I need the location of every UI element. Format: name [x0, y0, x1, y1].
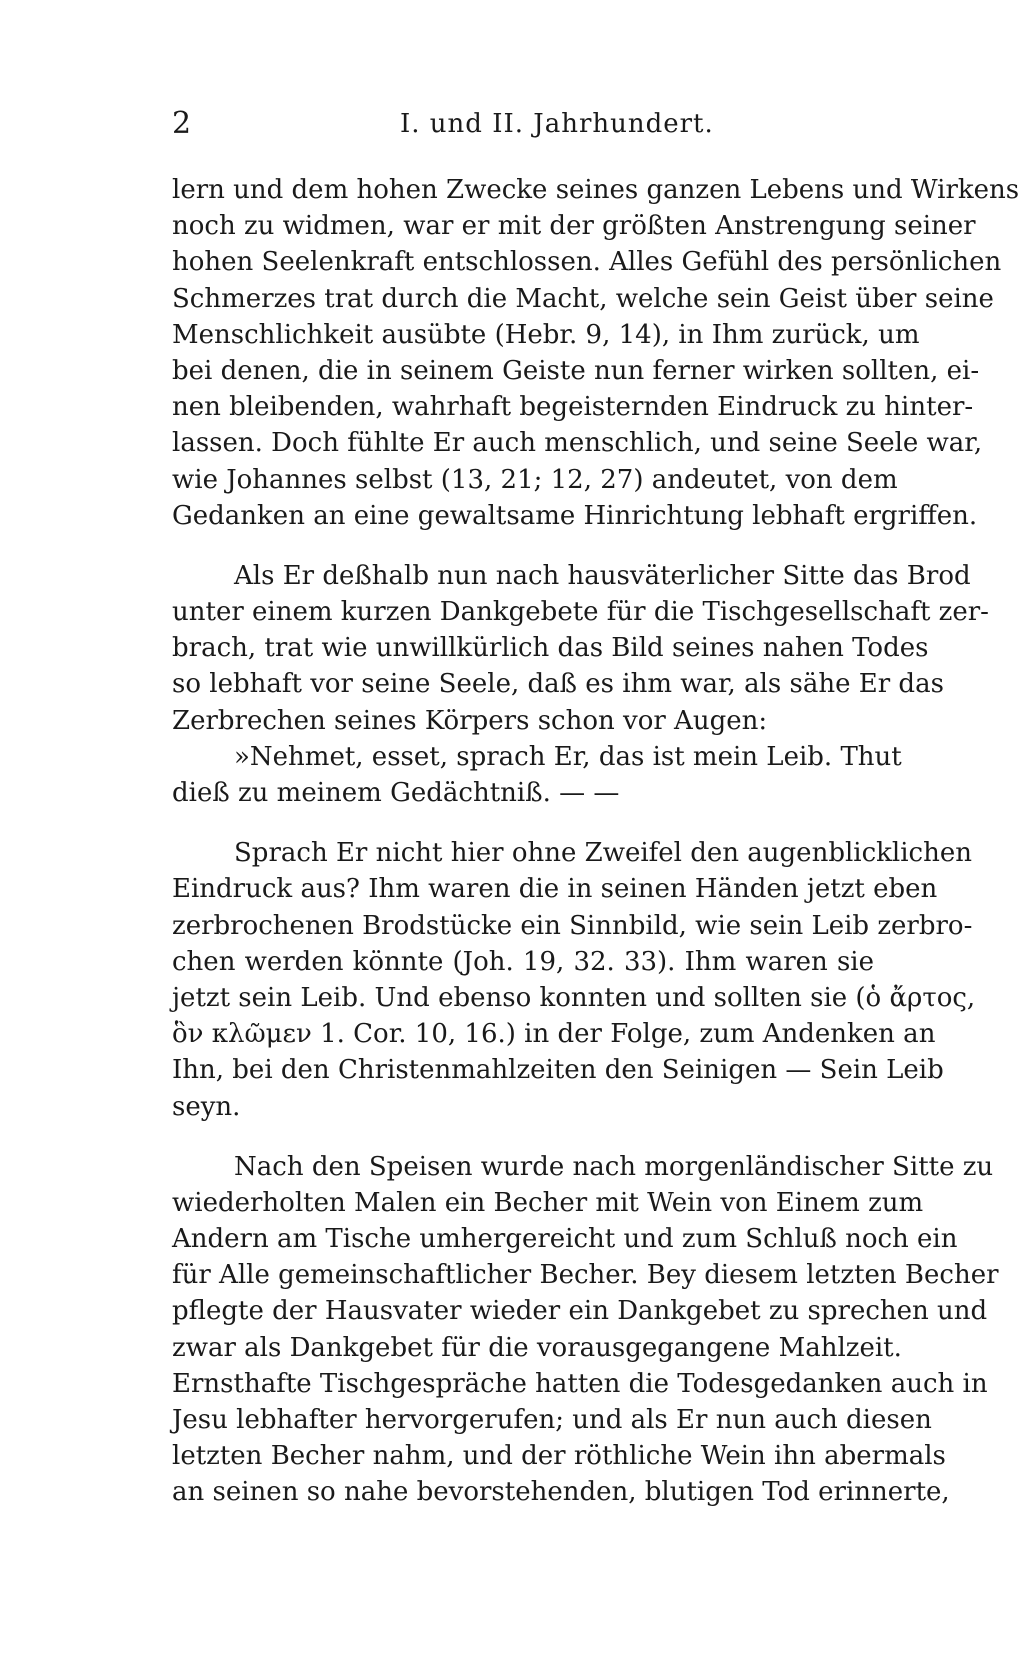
- text-line: nen bleibenden, wahrhaft begeisternden Eindruck zu hinter-: [172, 392, 974, 423]
- text-line: für Alle gemeinschaftlicher Becher. Bey diesem letzten Becher: [172, 1260, 999, 1291]
- running-head: I. und II. Jahrhundert.: [400, 109, 714, 139]
- text-line: brach, trat wie unwillkürlich das Bild seines nahen Todes: [172, 633, 929, 664]
- text-line: »Nehmet, esset, sprach Er, das ist mein Leib. Thut: [234, 741, 902, 772]
- text-line: seyn.: [172, 1091, 241, 1122]
- text-line: chen werden könnte (Joh. 19, 32. 33). Ihm waren sie: [172, 946, 874, 977]
- text-line: Ihn, bei den Christenmahlzeiten den Seinigen — Sein Leib: [172, 1055, 944, 1086]
- text-line: lern und dem hohen Zwecke seines ganzen Lebens und Wirkens: [172, 175, 1019, 205]
- text-line: Andern am Tische umhergereicht und zum Schluß noch ein: [172, 1224, 958, 1255]
- text-line: lassen. Doch fühlte Er auch menschlich, und seine Seele war,: [172, 428, 983, 459]
- text-line: Eindruck aus? Ihm waren die in seinen Händen jetzt eben: [172, 874, 938, 905]
- text-line: Nach den Speisen wurde nach morgenländischer Sitte zu: [234, 1151, 994, 1182]
- text-line: Zerbrechen seines Körpers schon vor Augen:: [172, 705, 768, 736]
- text-line: Ernsthafte Tischgespräche hatten die Todesgedanken auch in: [172, 1368, 988, 1399]
- text-line: jetzt sein Leib. Und ebenso konnten und sollten sie (ὁ ἄρτος,: [172, 982, 976, 1013]
- text-line: Schmerzes trat durch die Macht, welche sein Geist über seine: [172, 283, 994, 314]
- body-text: [172, 172, 1019, 1511]
- paragraph: [172, 835, 976, 1125]
- text-line: bei denen, die in seinem Geiste nun ferner wirken sollten, ei-: [172, 355, 980, 386]
- text-line: Gedanken an eine gewaltsame Hinrichtung lebhaft ergriffen.: [172, 500, 978, 531]
- text-line: pflegte der Hausvater wieder ein Dankgebet zu sprechen und: [172, 1296, 988, 1327]
- text-line: ὃν κλῶμεν 1. Cor. 10, 16.) in der Folge, zum Andenken an: [172, 1019, 936, 1050]
- paragraph-gap: [172, 534, 874, 558]
- page-header: [172, 104, 872, 144]
- text-line: zwar als Dankgebet für die vorausgegangene Mahlzeit.: [172, 1332, 902, 1363]
- text-line: wiederholten Malen ein Becher mit Wein von Einem zum: [172, 1187, 924, 1218]
- paragraph-gap: [172, 1125, 874, 1149]
- text-line: dieß zu meinem Gedächtniß. — —: [172, 778, 620, 808]
- text-line: Sprach Er nicht hier ohne Zweifel den augenblicklichen: [234, 838, 972, 869]
- text-line: noch zu widmen, war er mit der größten Anstrengung seiner: [172, 211, 976, 242]
- text-line: zerbrochenen Brodstücke ein Sinnbild, wie sein Leib zerbro-: [172, 910, 973, 941]
- paragraph-gap: [172, 811, 874, 835]
- text-line: Menschlichkeit ausübte (Hebr. 9, 14), in Ihm zurück, um: [172, 319, 920, 350]
- text-line: so lebhaft vor seine Seele, daß es ihm war, als sähe Er das: [172, 669, 944, 700]
- text-line: an seinen so nahe bevorstehenden, blutigen Tod erinnerte,: [172, 1477, 950, 1508]
- text-line: wie Johannes selbst (13, 21; 12, 27) andeutet, von dem: [172, 464, 898, 495]
- paragraph: [172, 1149, 999, 1511]
- paragraph: [172, 558, 989, 811]
- text-line: Als Er deßhalb nun nach hausväterlicher Sitte das Brod: [234, 560, 971, 591]
- paragraph: [172, 172, 1019, 534]
- text-line: unter einem kurzen Dankgebete für die Tischgesellschaft zer-: [172, 597, 989, 628]
- page-number: 2: [172, 106, 192, 141]
- text-line: letzten Becher nahm, und der röthliche Wein ihn abermals: [172, 1441, 946, 1472]
- text-line: Jesu lebhafter hervorgerufen; und als Er nun auch diesen: [172, 1405, 932, 1435]
- text-line: hohen Seelenkraft entschlossen. Alles Gefühl des persönlichen: [172, 247, 1002, 278]
